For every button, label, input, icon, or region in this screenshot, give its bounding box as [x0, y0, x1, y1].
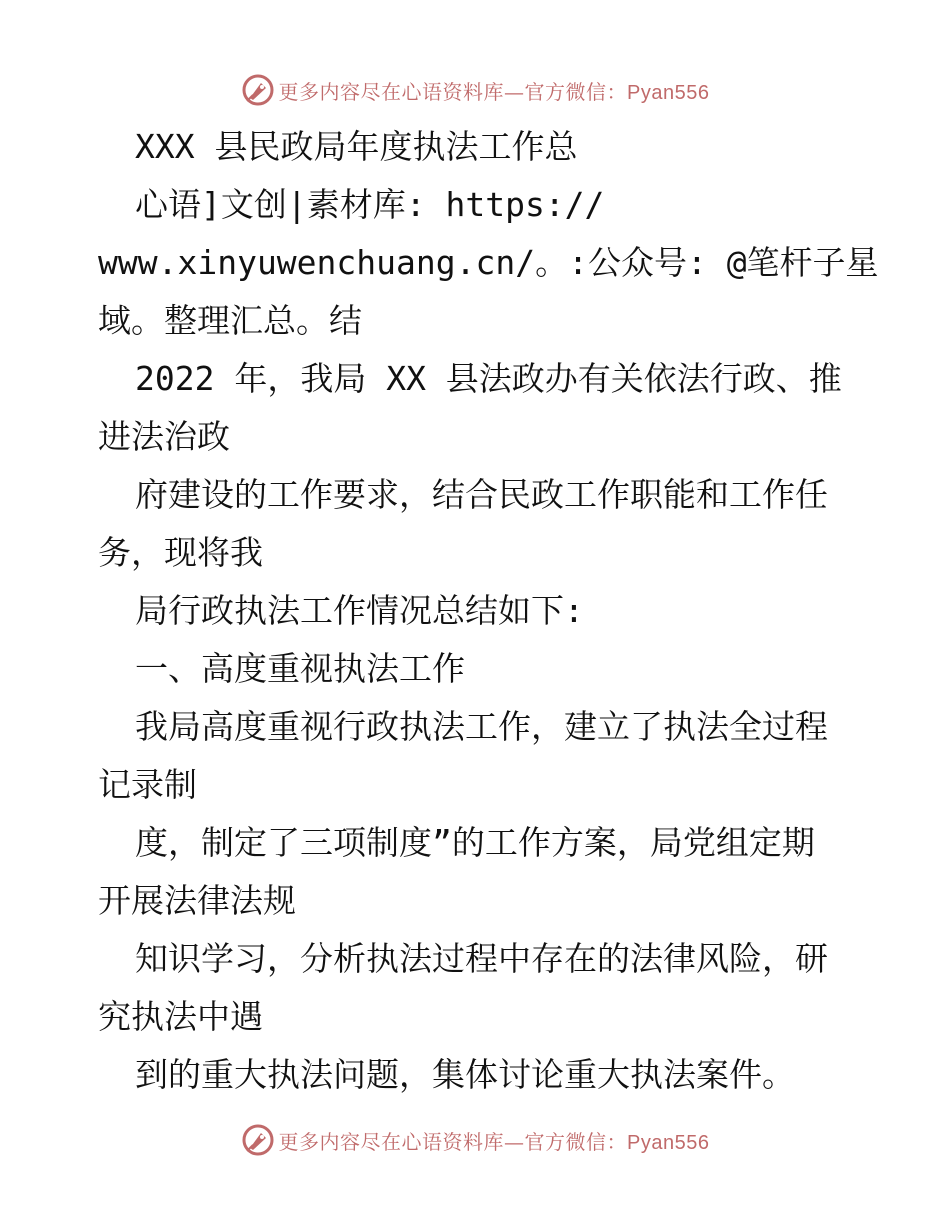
doc-line: 度，制定了三项制度”的工作方案，局党组定期: [135, 823, 815, 862]
doc-line: 心语]文创|素材库: https://: [135, 185, 605, 224]
doc-line: 域。整理汇总。结: [98, 301, 362, 340]
section-heading: 一、高度重视执法工作: [135, 649, 465, 688]
doc-line: 府建设的工作要求，结合民政工作职能和工作任: [135, 475, 828, 514]
doc-line: 局行政执法工作情况总结如下:: [135, 591, 584, 630]
header-watermark-banner: [0, 70, 950, 110]
doc-line: 我局高度重视行政执法工作，建立了执法全过程: [135, 707, 828, 746]
doc-line: 知识学习，分析执法过程中存在的法律风险，研: [135, 939, 828, 978]
doc-line: 到的重大执法问题，集体讨论重大执法案件。: [135, 1055, 795, 1094]
doc-line: 务，现将我: [98, 533, 263, 572]
banner-wechat-id: Pyan556: [627, 81, 710, 104]
banner-wechat-id: Pyan556: [627, 1131, 710, 1154]
pen-nib-logo-icon: [241, 1123, 275, 1157]
doc-line: 进法治政: [98, 417, 230, 456]
banner-main-text: 更多内容尽在心语资料库—官方微信：: [278, 1129, 628, 1154]
footer-watermark-banner: [0, 1120, 950, 1160]
pen-nib-logo-icon: [241, 73, 275, 107]
document-body: [98, 118, 879, 1104]
doc-line: www.xinyuwenchuang.cn/。:公众号: @笔杆子星: [98, 243, 879, 282]
doc-line: 2022 年，我局 XX 县法政办有关依法行政、推: [135, 359, 842, 398]
banner-text: [279, 76, 710, 105]
banner-text: [279, 1126, 710, 1155]
doc-line: XXX 县民政局年度执法工作总: [135, 127, 578, 166]
doc-line: 开展法律法规: [98, 881, 296, 920]
banner-main-text: 更多内容尽在心语资料库—官方微信：: [278, 79, 628, 104]
doc-line: 究执法中遇: [98, 997, 263, 1036]
doc-line: 记录制: [98, 765, 197, 804]
